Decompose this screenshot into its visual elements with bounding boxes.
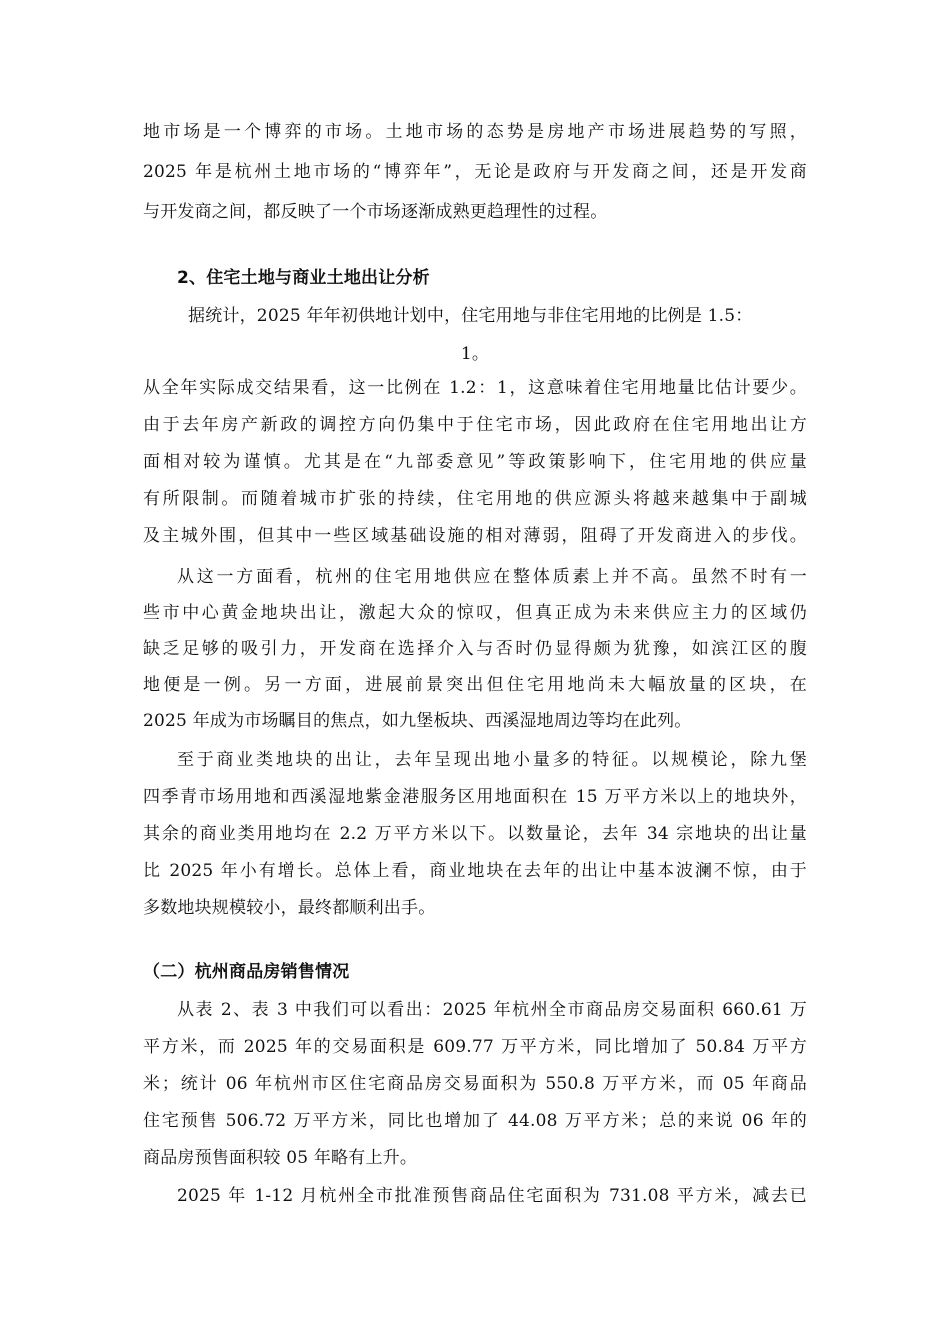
text-line: 住宅预售 506.72 万平方米，同比也增加了 44.08 万平方米；总的来说 06 年的: [143, 1111, 807, 1131]
text-line: 据统计，2025 年年初供地计划中，住宅用地与非住宅用地的比例是 1.5：: [188, 306, 753, 326]
text-line: 缺乏足够的吸引力，开发商在选择介入与否时仍显得颇为犹豫，如滨江区的腹: [143, 639, 807, 659]
text-line: 至于商业类地块的出让，去年呈现出地小量多的特征。以规模论，除九堡: [177, 750, 807, 770]
text-line: 有所限制。而随着城市扩张的持续，住宅用地的供应源头将越来越集中于副城: [143, 489, 807, 509]
text-line: 商品房预售面积较 05 年略有上升。: [143, 1148, 418, 1168]
text-line: 些市中心黄金地块出让，激起大众的惊叹，但真正成为未来供应主力的区域仍: [143, 603, 807, 623]
text-line: 平方米，而 2025 年的交易面积是 609.77 万平方米，同比增加了 50.84 万平方: [143, 1037, 807, 1057]
text-line: 比 2025 年小有增长。总体上看，商业地块在去年的出让中基本波澜不惊，由于: [143, 861, 807, 881]
text-line: 从这一方面看，杭州的住宅用地供应在整体质素上并不高。虽然不时有一: [177, 567, 807, 587]
text-line: 从表 2、表 3 中我们可以看出：2025 年杭州全市商品房交易面积 660.61 万: [177, 1000, 807, 1020]
text-line: 由于去年房产新政的调控方向仍集中于住宅市场，因此政府在住宅用地出让方: [143, 415, 807, 435]
text-line: 2025 年 1-12 月杭州全市批准预售商品住宅面积为 731.08 平方米，减去已: [177, 1186, 807, 1206]
text-line: 与开发商之间，都反映了一个市场逐渐成熟更趋理性的过程。: [143, 202, 608, 222]
text-line: 地市场是一个博弈的市场。土地市场的态势是房地产市场进展趋势的写照，: [143, 122, 807, 142]
text-line: 其余的商业类用地均在 2.2 万平方米以下。以数量论，去年 34 宗地块的出让量: [143, 824, 807, 844]
text-line: 多数地块规模较小，最终都顺利出手。: [143, 898, 436, 918]
text-line: 地便是一例。另一方面，进展前景突出但住宅用地尚未大幅放量的区块，在: [143, 675, 807, 695]
text-line: 从全年实际成交结果看，这一比例在 1.2：1，这意味着住宅用地量比估计要少。: [143, 378, 807, 398]
text-line: 及主城外围，但其中一些区域基础设施的相对薄弱，阻碍了开发商进入的步伐。: [143, 526, 807, 546]
text-line: 1。: [460, 344, 490, 364]
text-line: 米；统计 06 年杭州市区住宅商品房交易面积为 550.8 万平方米，而 05 年商品: [143, 1074, 807, 1094]
text-line: 2025 年成为市场瞩目的焦点，如九堡板块、西溪湿地周边等均在此列。: [143, 711, 692, 731]
section-heading: 2、住宅土地与商业土地出让分析: [177, 268, 430, 288]
text-line: 四季青市场用地和西溪湿地紫金港服务区用地面积在 15 万平方米以上的地块外，: [143, 787, 807, 807]
section-heading: （二）杭州商品房销售情况: [143, 962, 350, 982]
text-line: 面相对较为谨慎。尤其是在“九部委意见”等政策影响下，住宅用地的供应量: [143, 452, 807, 472]
text-line: 2025 年是杭州土地市场的“博弈年”，无论是政府与开发商之间，还是开发商: [143, 162, 807, 182]
